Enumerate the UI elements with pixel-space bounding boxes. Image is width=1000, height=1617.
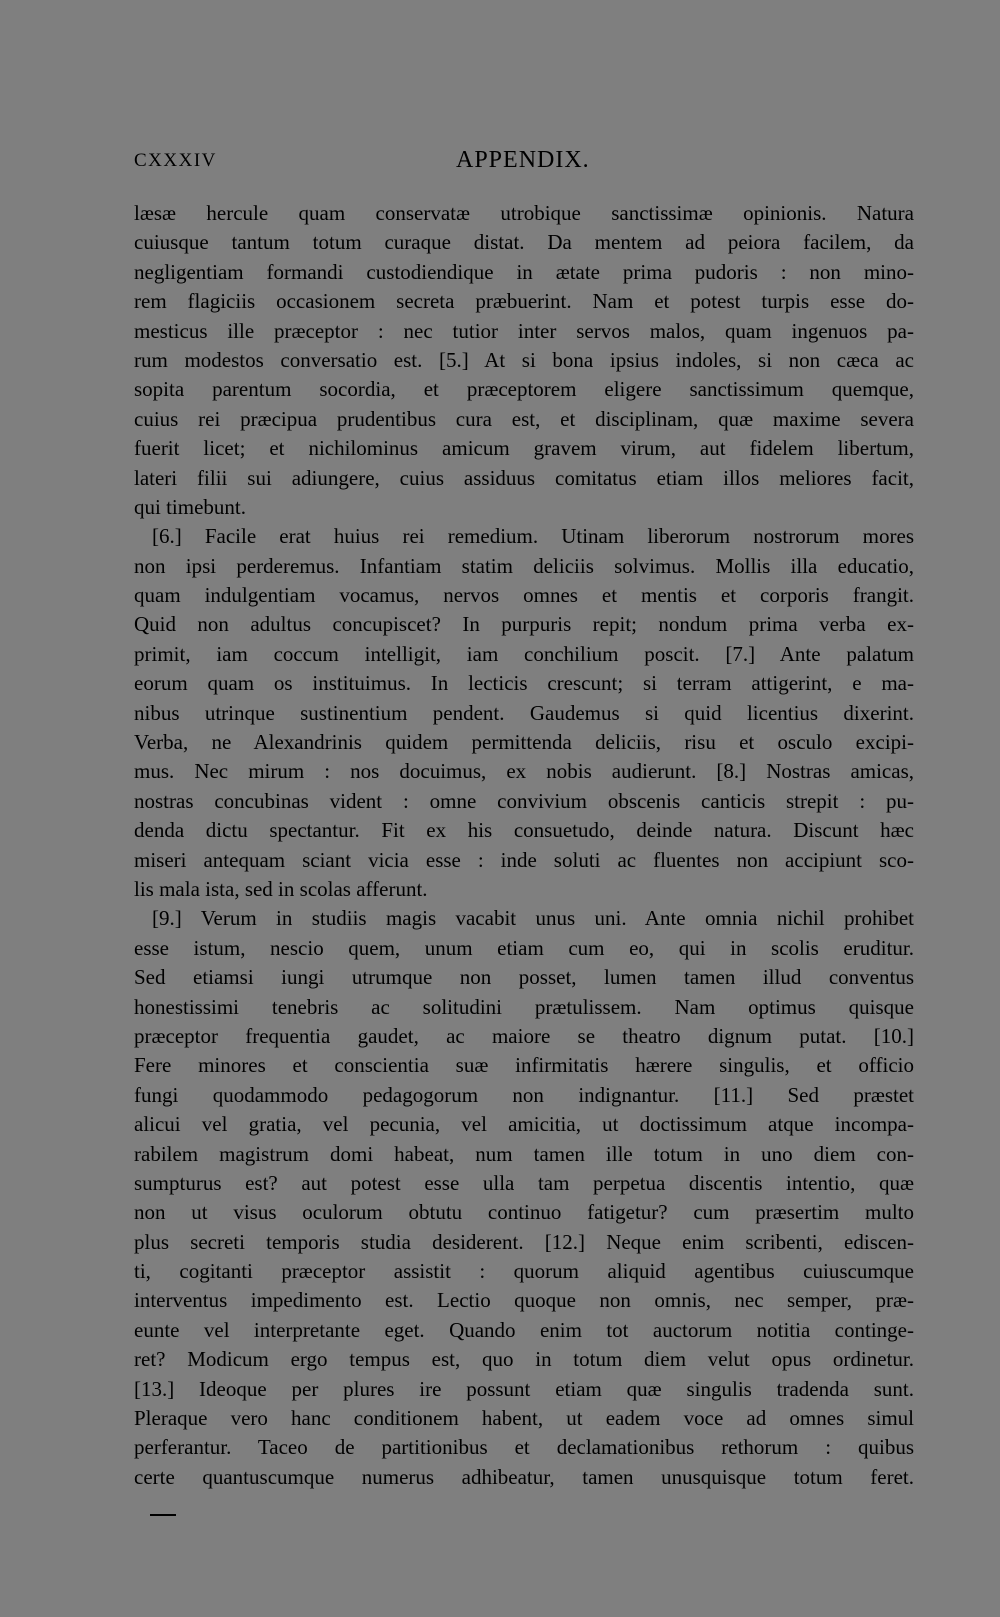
text-line: ret? Modicum ergo tempus est, quo in totum diem velut opus ordinetur.	[134, 1347, 914, 1372]
footer-rule	[150, 1514, 176, 1516]
text-line: Sed etiamsi iungi utrumque non posset, lumen tamen illud conventus	[134, 965, 914, 990]
page-title: APPENDIX.	[456, 147, 590, 173]
text-line: perferantur. Taceo de partitionibus et declamationibus rethorum : quibus	[134, 1435, 914, 1460]
text-line: qui timebunt.	[134, 494, 246, 519]
text-line: sumpturus est? aut potest esse ulla tam perpetua discentis intentio, quæ	[134, 1170, 914, 1195]
text-line: certe quantuscumque numerus adhibeatur, tamen unusquisque totum feret.	[134, 1464, 914, 1489]
text-line: primit, iam coccum intelligit, iam conchilium poscit. [7.] Ante palatum	[134, 641, 914, 666]
text-line: denda dictu spectantur. Fit ex his consuetudo, deinde natura. Discunt hæc	[134, 818, 914, 843]
text-line: læsæ hercule quam conservatæ utrobique sanctissimæ opinionis. Natura	[134, 201, 914, 225]
text-line: nostras concubinas vident : omne convivium obscenis canticis strepit : pu-	[134, 788, 914, 813]
text-line: Pleraque vero hanc conditionem habent, ut eadem voce ad omnes simul	[134, 1406, 914, 1431]
text-line: nibus utrinque sustinentium pendent. Gaudemus si quid licentius dixerint.	[134, 700, 914, 725]
text-line: fuerit licet; et nichilominus amicum gravem virum, aut fidelem libertum,	[134, 436, 914, 461]
text-line: lis mala ista, sed in scolas afferunt.	[134, 876, 428, 901]
paragraph-first-line: [6.] Facile erat huius rei remedium. Utinam liberorum nostrorum mores	[152, 524, 914, 549]
text-line: Quid non adultus concupiscet? In purpuris repit; nondum prima verba ex-	[134, 612, 914, 637]
text-line: interventus impedimento est. Lectio quoque non omnis, nec semper, præ-	[134, 1288, 914, 1313]
text-line: eorum quam os instituimus. In lecticis crescunt; si terram attigerint, e ma-	[134, 671, 914, 696]
text-line: mesticus ille præceptor : nec tutior inter servos malos, quam ingenuos pa-	[134, 318, 914, 343]
text-line: rabilem magistrum domi habeat, num tamen ille totum in uno diem con-	[134, 1141, 914, 1166]
text-line: non ipsi perderemus. Infantiam statim deliciis solvimus. Mollis illa educatio,	[134, 553, 914, 578]
text-line: quam indulgentiam vocamus, nervos omnes et mentis et corporis frangit.	[134, 583, 914, 608]
text-line: cuiusque tantum totum curaque distat. Da mentem ad peiora facilem, da	[134, 230, 914, 255]
text-line: non ut visus oculorum obtutu continuo fatigetur? cum præsertim multo	[134, 1200, 914, 1225]
page-number: CXXXIV	[134, 150, 217, 171]
text-line: alicui vel gratia, vel pecunia, vel amicitia, ut doctissimum atque incompa-	[134, 1112, 914, 1137]
text-line: cuius rei præcipua prudentibus cura est, et disciplinam, quæ maxime severa	[134, 406, 914, 431]
text-line: rum modestos conversatio est. [5.] At si bona ipsius indoles, si non cæca ac	[134, 347, 914, 372]
text-line: lateri filii sui adiungere, cuius assiduus comitatus etiam illos meliores facit,	[134, 465, 914, 490]
text-line: [13.] Ideoque per plures ire possunt etiam quæ singulis tradenda sunt.	[134, 1376, 914, 1401]
text-line: Fere minores et conscientia suæ infirmitatis hærere singulis, et officio	[134, 1053, 914, 1078]
text-line: Verba, ne Alexandrinis quidem permittenda deliciis, risu et osculo excipi-	[134, 730, 914, 755]
text-line: rem flagiciis occasionem secreta præbuerint. Nam et potest turpis esse do-	[134, 289, 914, 314]
body-text	[134, 199, 914, 1492]
running-head	[134, 147, 914, 180]
text-line: sopita parentum socordia, et præceptorem eligere sanctissimum quemque,	[134, 377, 914, 402]
paragraph-first-line: [9.] Verum in studiis magis vacabit unus uni. Ante omnia nichil prohibet	[152, 906, 914, 931]
text-line: esse istum, nescio quem, unum etiam cum eo, qui in scolis eruditur.	[134, 935, 914, 960]
text-line: eunte vel interpretante eget. Quando enim tot auctorum notitia continge-	[134, 1317, 914, 1342]
text-line: honestissimi tenebris ac solitudini prætulissem. Nam optimus quisque	[134, 994, 914, 1019]
text-line: præceptor frequentia gaudet, ac maiore se theatro dignum putat. [10.]	[134, 1023, 914, 1048]
text-line: mus. Nec mirum : nos docuimus, ex nobis audierunt. [8.] Nostras amicas,	[134, 759, 914, 784]
text-line: fungi quodammodo pedagogorum non indignantur. [11.] Sed præstet	[134, 1082, 914, 1107]
text-line: negligentiam formandi custodiendique in ætate prima pudoris : non mino-	[134, 259, 914, 284]
text-line: plus secreti temporis studia desiderent. [12.] Neque enim scribenti, ediscen-	[134, 1229, 914, 1254]
text-line: miseri antequam sciant vicia esse : inde soluti ac fluentes non accipiunt sco-	[134, 847, 914, 872]
text-line: ti, cogitanti præceptor assistit : quorum aliquid agentibus cuiuscumque	[134, 1259, 914, 1284]
